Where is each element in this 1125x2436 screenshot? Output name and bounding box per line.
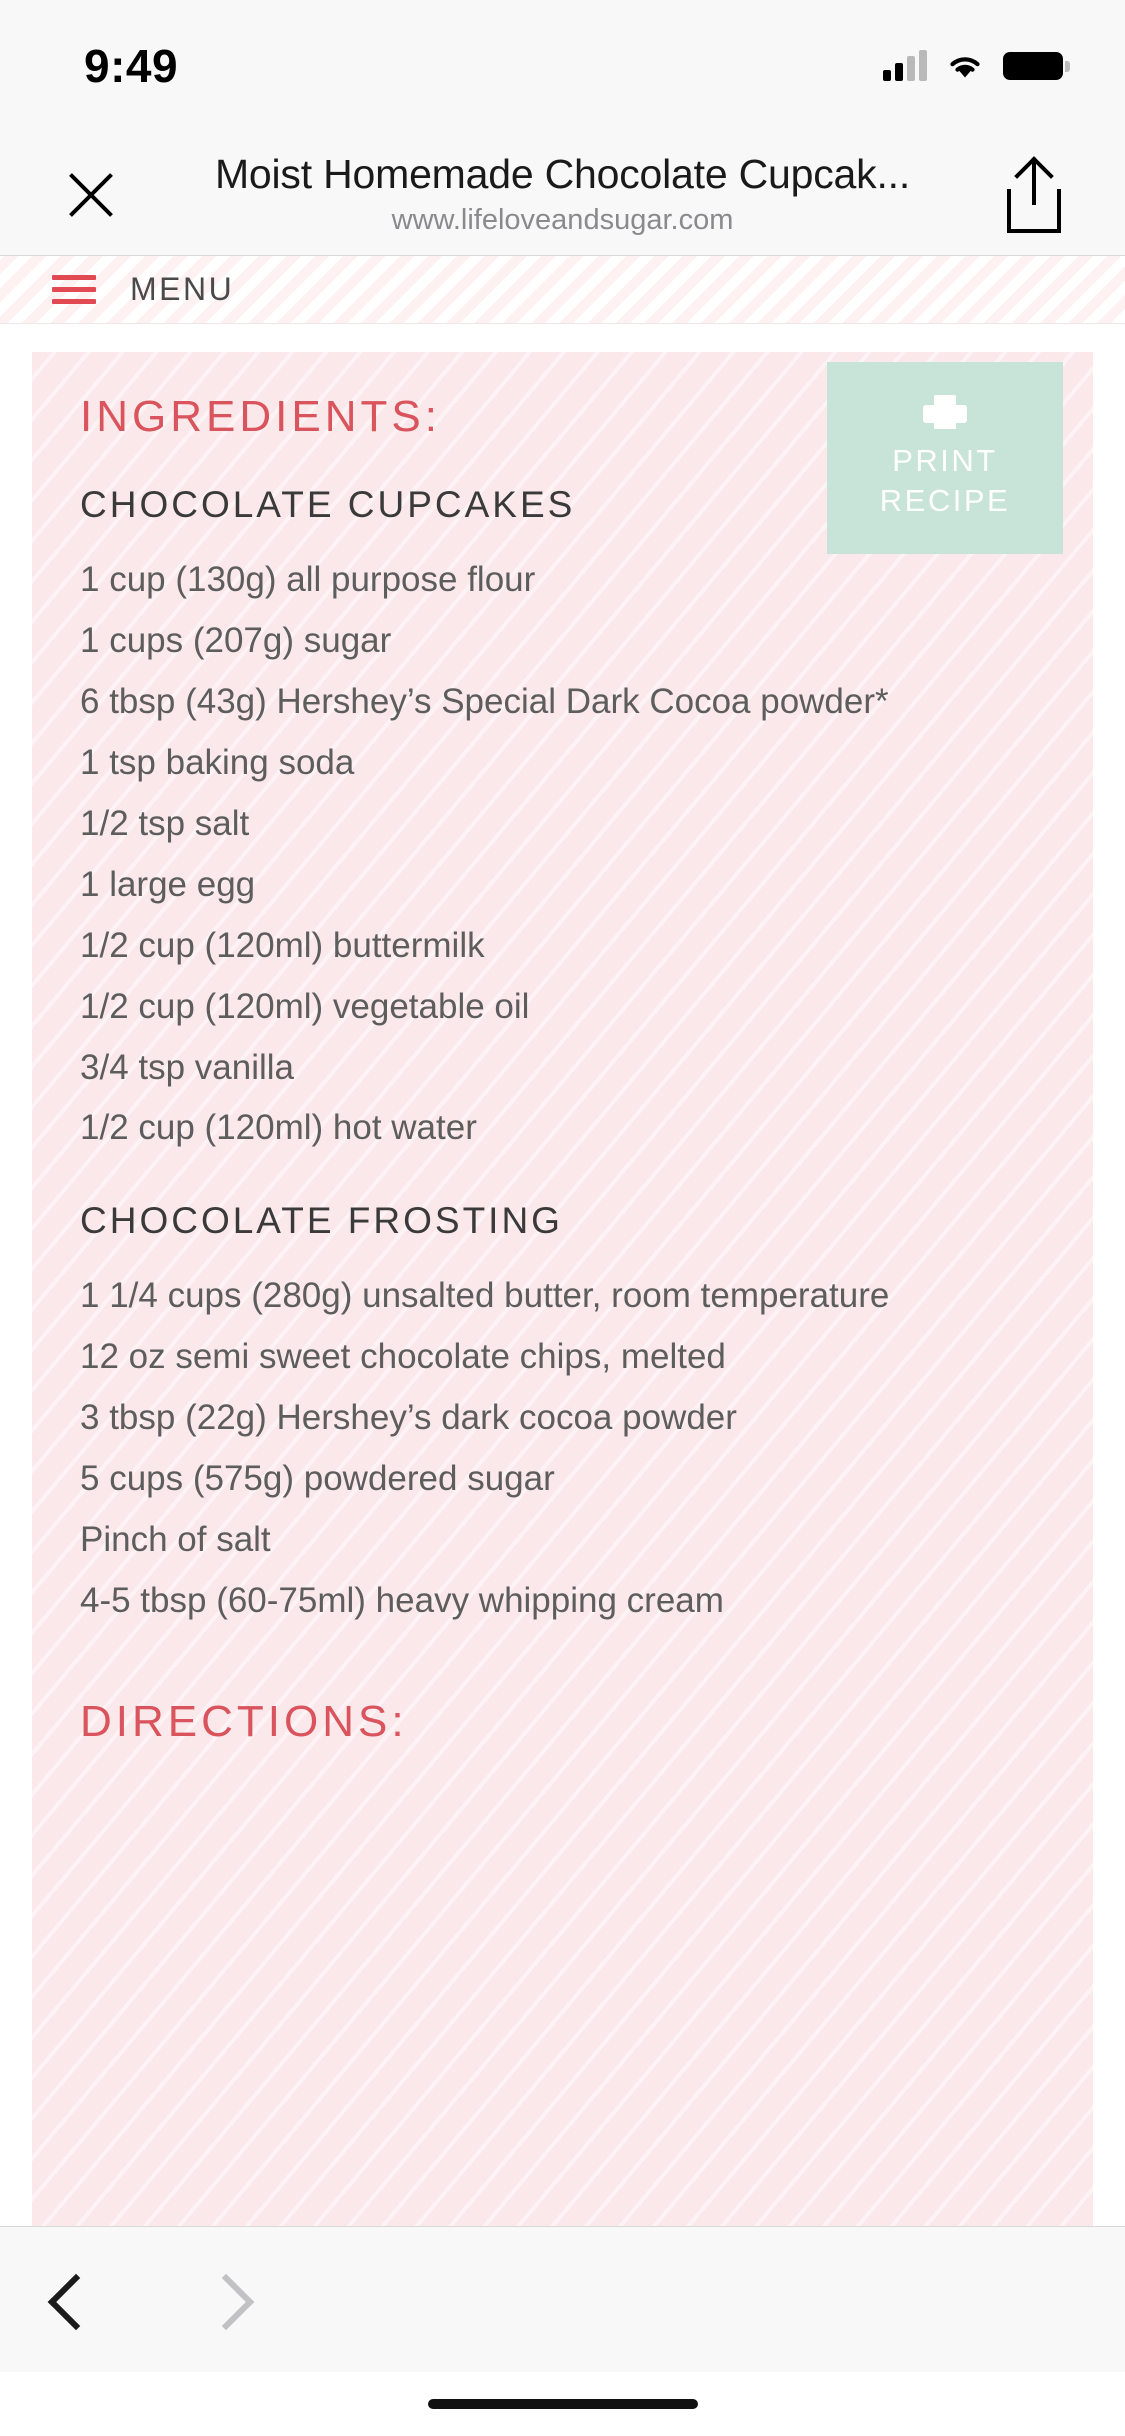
print-label-line2: RECIPE xyxy=(879,483,1011,518)
wifi-icon xyxy=(945,51,985,81)
list-item: 1 large egg xyxy=(80,864,256,904)
list-item: 12 oz semi sweet chocolate chips, melted xyxy=(80,1337,726,1377)
browser-top-bar xyxy=(0,132,1125,256)
share-icon[interactable] xyxy=(999,155,1069,233)
list-item: 6 tbsp (43g) Hershey’s Special Dark Cocoa powder* xyxy=(80,681,889,721)
browser-bottom-bar xyxy=(0,2226,1125,2372)
recipe-card xyxy=(32,352,1093,2226)
list-item: 1/2 cup (120ml) vegetable oil xyxy=(80,986,530,1026)
battery-full-icon xyxy=(1003,52,1063,80)
hamburger-menu-icon[interactable] xyxy=(52,275,96,304)
list-item: 1 cups (207g) sugar xyxy=(80,620,392,660)
close-icon[interactable] xyxy=(56,159,126,229)
page-url: www.lifeloveandsugar.com xyxy=(391,203,734,236)
list-item: 3/4 tsp vanilla xyxy=(80,1047,295,1087)
list-item: 1/2 tsp salt xyxy=(80,803,250,843)
list-item: 1/2 cup (120ml) hot water xyxy=(80,1108,477,1148)
ingredients-heading: INGREDIENTS: xyxy=(80,392,441,441)
page-content xyxy=(0,324,1125,2226)
page-title-block[interactable] xyxy=(126,151,999,237)
section-title-frosting: CHOCOLATE FROSTING xyxy=(80,1200,563,1242)
ingredient-list-cupcakes xyxy=(80,556,1045,1152)
list-item: Pinch of salt xyxy=(80,1520,271,1560)
chevron-left-icon[interactable] xyxy=(52,2270,86,2330)
printer-icon xyxy=(923,395,967,429)
directions-heading: DIRECTIONS: xyxy=(80,1697,408,1746)
list-item: 1 cup (130g) all purpose flour xyxy=(80,560,536,599)
cellular-signal-icon xyxy=(883,51,927,81)
status-indicators xyxy=(883,51,1063,81)
home-indicator[interactable] xyxy=(428,2399,698,2409)
page-title: Moist Homemade Chocolate Cupcak... xyxy=(214,150,911,197)
print-label-line1: PRINT xyxy=(892,443,998,479)
chevron-right-icon xyxy=(206,2270,240,2330)
site-header xyxy=(0,256,1125,324)
status-bar xyxy=(0,0,1125,132)
menu-label[interactable]: MENU xyxy=(130,271,235,307)
ingredient-list-frosting xyxy=(80,1272,1045,1625)
status-time: 9:49 xyxy=(84,40,179,92)
section-title-cupcakes: CHOCOLATE CUPCAKES xyxy=(80,484,576,525)
list-item: 3 tbsp (22g) Hershey’s dark cocoa powder xyxy=(80,1398,737,1438)
print-recipe-button[interactable] xyxy=(827,362,1063,554)
list-item: 1 tsp baking soda xyxy=(80,742,355,782)
list-item: 1/2 cup (120ml) buttermilk xyxy=(80,925,485,965)
list-item: 4-5 tbsp (60-75ml) heavy whipping cream xyxy=(80,1581,724,1621)
list-item: 5 cups (575g) powdered sugar xyxy=(80,1459,555,1499)
list-item: 1 1/4 cups (280g) unsalted butter, room temperature xyxy=(80,1276,890,1316)
home-indicator-area xyxy=(0,2372,1125,2436)
